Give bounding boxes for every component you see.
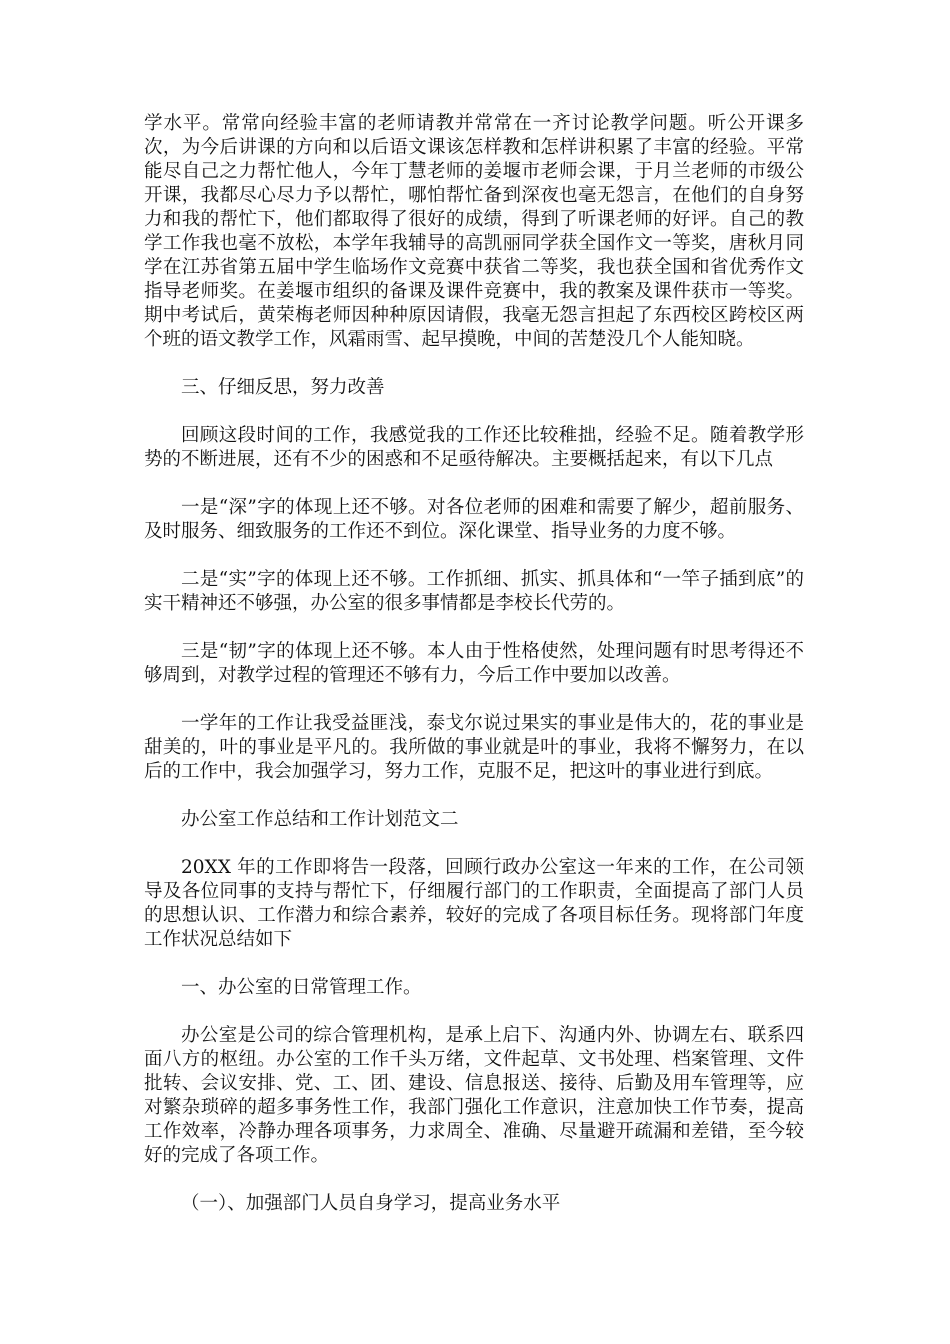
paragraph-office-role: 办公室是公司的综合管理机构，是承上启下、沟通内外、协调左右、联系四面八方的枢纽。办公室的工作千头万绪，文件起草、文书处理、档案管理、文件批转、会议安排、党、工、团、建设、信息报送、接待、后勤及用车管理等，应对繁杂琐碎的超多事务性工作，我部门强化工作意识，注意加快工作节奏，提高工作效率，冷静办理各项事务，力求周全、准确、尽量避开疏漏和差错，至今较好的完成了各项工作。 <box>144 1025 804 1166</box>
paragraph-point-three: 三是“韧”字的体现上还不够。本人由于性格使然，处理问题有时思考得还不够周到，对教学过程的管理还不够有力，今后工作中要加以改善。 <box>144 641 804 686</box>
document-title-part-two: 办公室工作总结和工作计划范文二 <box>181 809 459 830</box>
section-heading-reflection: 三、仔细反思，努力改善 <box>181 377 385 398</box>
paragraph-point-two: 二是“实”字的体现上还不够。工作抓细、抓实、抓具体和“一竿子插到底”的实干精神还不够强，办公室的很多事情都是李校长代劳的。 <box>144 569 804 614</box>
section-heading-daily-management: 一、办公室的日常管理工作。 <box>181 977 422 998</box>
subsection-heading-learning: （一）、加强部门人员自身学习，提高业务水平 <box>181 1193 561 1214</box>
document-body <box>144 112 804 1240</box>
paragraph-point-one: 一是“深”字的体现上还不够。对各位老师的困难和需要了解少，超前服务、及时服务、细致服务的工作还不到位。深化课堂、指导业务的力度不够。 <box>144 497 804 542</box>
paragraph-conclusion: 一学年的工作让我受益匪浅，泰戈尔说过果实的事业是伟大的，花的事业是甜美的，叶的事业是平凡的。我所做的事业就是叶的事业，我将不懈努力，在以后的工作中，我会加强学习，努力工作，克服不足，把这叶的事业进行到底。 <box>144 713 804 782</box>
paragraph-intro-part-two: 20XX 年的工作即将告一段落，回顾行政办公室这一年来的工作，在公司领导及各位同事的支持与帮忙下，仔细履行部门的工作职责，全面提高了部门人员的思想认识、工作潜力和综合素养，较好的完成了各项目标任务。现将部门年度工作状况总结如下 <box>144 857 804 950</box>
paragraph-continuation: 学水平。常常向经验丰富的老师请教并常常在一齐讨论教学问题。听公开课多次，为今后讲课的方向和以后语文课该怎样教和怎样讲积累了丰富的经验。平常能尽自己之力帮忙他人，今年丁慧老师的姜堰市老师会课，于月兰老师的市级公开课，我都尽心尽力予以帮忙，哪怕帮忙备到深夜也毫无怨言，在他们的自身努力和我的帮忙下，他们都取得了很好的成绩，得到了听课老师的好评。自己的教学工作我也毫不放松，本学年我辅导的高凯丽同学获全国作文一等奖，唐秋月同学在江苏省第五届中学生临场作文竞赛中获省二等奖，我也获全国和省优秀作文指导老师奖。在姜堰市组织的备课及课件竞赛中，我的教案及课件获市一等奖。期中考试后，黄荣梅老师因种种原因请假，我毫无怨言担起了东西校区跨校区两个班的语文教学工作，风霜雨雪、起早摸晚，中间的苦楚没几个人能知晓。 <box>144 113 804 350</box>
paragraph-review: 回顾这段时间的工作，我感觉我的工作还比较稚拙，经验不足。随着教学形势的不断进展，还有不少的困惑和不足亟待解决。主要概括起来，有以下几点 <box>144 425 804 470</box>
